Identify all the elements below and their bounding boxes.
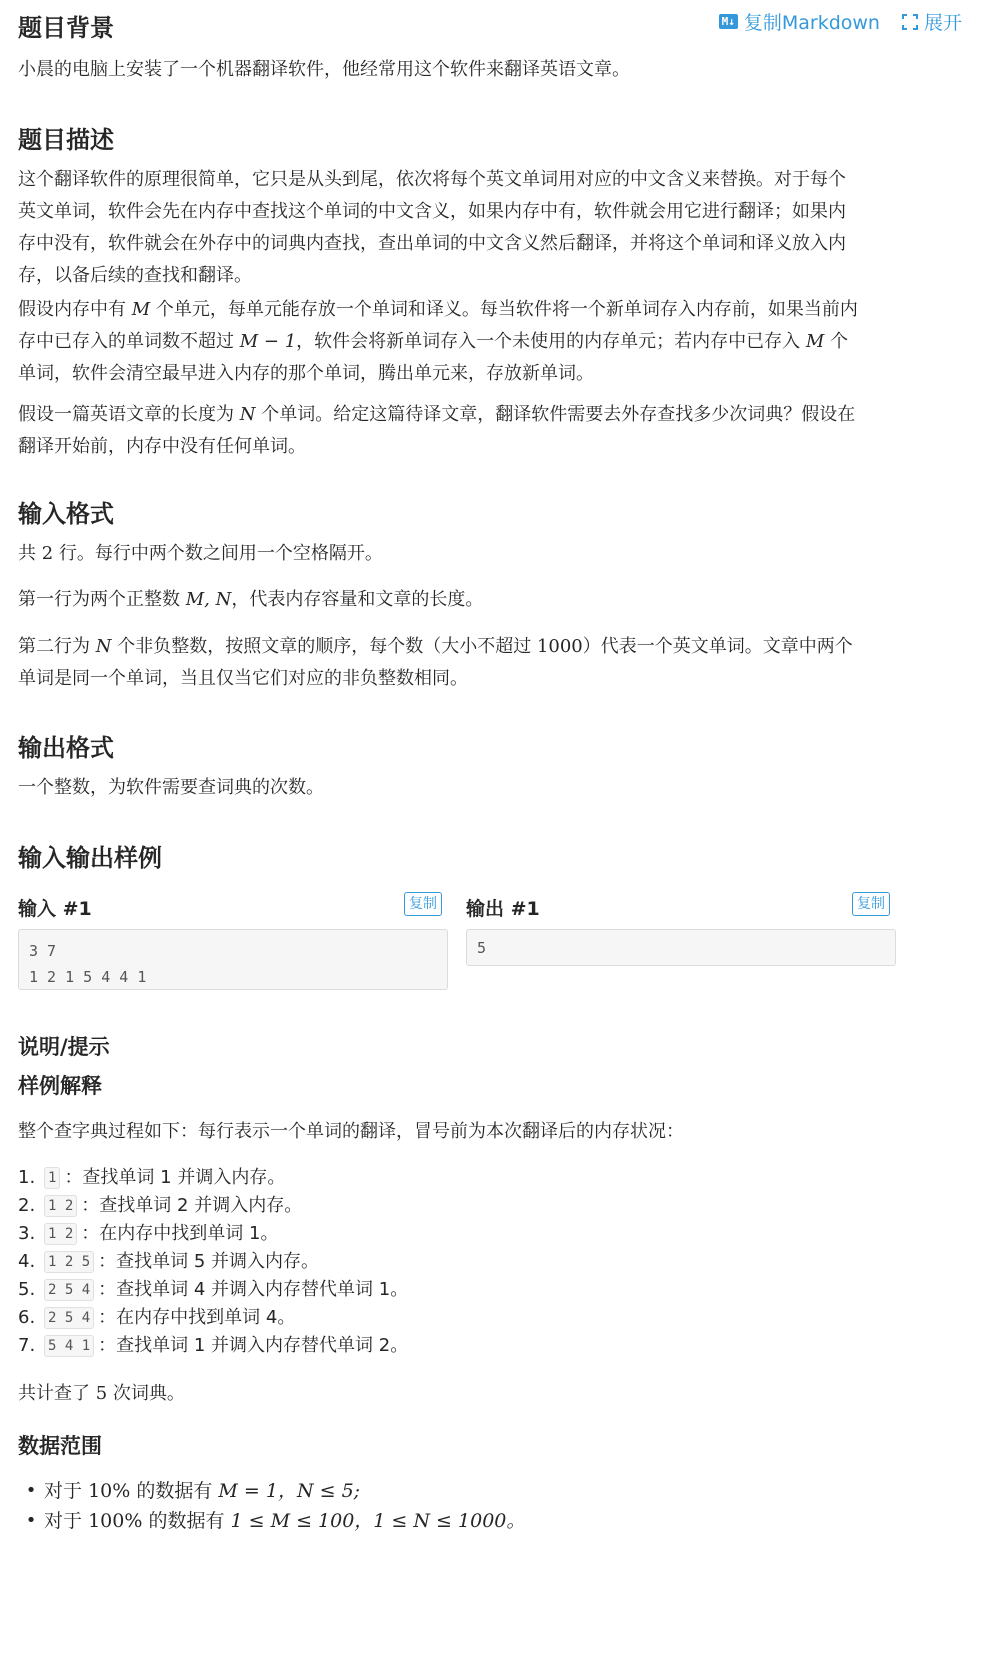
- output-format-title: 输出格式: [18, 734, 114, 762]
- background-text: 小晨的电脑上安装了一个机器翻译软件，他经常用这个软件来翻译英语文章。: [18, 59, 630, 80]
- list-item: • 对于 100% 的数据有 1 ≤ M ≤ 100，1 ≤ N ≤ 1000。: [18, 1506, 525, 1536]
- explain-intro: 整个查字典过程如下：每行表示一个单词的翻译，冒号前为本次翻译后的内存状况：: [18, 1121, 684, 1142]
- toolbar: [719, 8, 962, 35]
- background-title: 题目背景: [18, 14, 114, 42]
- summary-text: 共计查了 5 次词典。: [18, 1383, 185, 1404]
- description-title: 题目描述: [18, 126, 114, 154]
- description-paragraph-3: 假设一篇英语文章的长度为 N 个单词。给定这篇待译文章，翻译软件需要去外存查找多少次词典？假设在 翻译开始前，内存中没有任何单词。: [18, 404, 856, 457]
- markdown-icon: M↓: [719, 14, 738, 29]
- memory-chip: 1 2: [44, 1195, 77, 1217]
- input-format-line-3: 第二行为 N 个非负整数，按照文章的顺序，每个数（大小不超过 1000）代表一个英文单词。文章中两个 单词是同一个单词，当且仅当它们对应的非负整数相同。: [18, 636, 853, 689]
- list-item: 7. 5 4 1 ：查找单词 1 并调入内存替代单词 2。: [18, 1335, 409, 1356]
- list-item: 5. 2 5 4 ：查找单词 4 并调入内存替代单词 1。: [18, 1279, 409, 1300]
- memory-chip: 1: [44, 1167, 60, 1189]
- memory-chip: 5 4 1: [44, 1335, 94, 1357]
- list-item: 4. 1 2 5 ：查找单词 5 并调入内存。: [18, 1251, 320, 1272]
- description-paragraph-2: 假设内存中有 M 个单元，每单元能存放一个单词和译义。每当软件将一个新单词存入内存前，如果当前内 存中已存入的单词数不超过 M − 1，软件会将新单词存入一个未使用的内存单元；若内存中已存入 M 个 单词，软件会清空最早进入内存的那个单词，腾出单元来，存放新单词。: [18, 299, 858, 384]
- copy-input-1-button[interactable]: 复制: [404, 892, 442, 916]
- copy-markdown-label: 复制Markdown: [743, 12, 880, 34]
- sample-explain-title: 样例解释: [18, 1074, 102, 1098]
- list-item: 2. 1 2 ：查找单词 2 并调入内存。: [18, 1195, 303, 1216]
- steps-list: [18, 1164, 408, 1360]
- expand-button[interactable]: [902, 8, 962, 35]
- list-item: • 对于 10% 的数据有 M = 1，N ≤ 5;: [18, 1476, 525, 1506]
- expand-label: 展开: [923, 12, 962, 34]
- memory-chip: 2 5 4: [44, 1279, 94, 1301]
- output-1-code: 5: [466, 929, 896, 966]
- input-format-title: 输入格式: [18, 500, 114, 528]
- copy-output-1-button[interactable]: 复制: [852, 892, 890, 916]
- input-format-line-1: 共 2 行。每行中两个数之间用一个空格隔开。: [18, 543, 383, 564]
- copy-markdown-button[interactable]: [719, 8, 880, 35]
- input-1-code: 3 7 1 2 1 5 4 4 1: [18, 929, 448, 990]
- input-format-line-2: 第一行为两个正整数 M, N，代表内存容量和文章的长度。: [18, 589, 484, 610]
- hint-title: 说明/提示: [18, 1035, 110, 1059]
- list-item: 3. 1 2 ：在内存中找到单词 1。: [18, 1223, 279, 1244]
- data-range-title: 数据范围: [18, 1434, 102, 1458]
- data-range-list: [18, 1476, 525, 1536]
- memory-chip: 2 5 4: [44, 1307, 94, 1329]
- samples-title: 输入输出样例: [18, 844, 162, 872]
- output-1-label: 输出 #1: [466, 898, 540, 920]
- description-paragraph-1: 这个翻译软件的原理很简单，它只是从头到尾，依次将每个英文单词用对应的中文含义来替换。对于每个 英文单词，软件会先在内存中查找这个单词的中文含义，如果内存中有，软件就会用它进行翻译；如果内 存中没有，软件就会在外存中的词典内查找，查出单词的中文含义然后翻译，并将这个单词和译义放入内 存，以备后续的查找和翻译。: [18, 169, 846, 286]
- memory-chip: 1 2: [44, 1223, 77, 1245]
- output-format-text: 一个整数，为软件需要查词典的次数。: [18, 777, 324, 798]
- memory-chip: 1 2 5: [44, 1251, 94, 1273]
- list-item: 1. 1 ：查找单词 1 并调入内存。: [18, 1167, 286, 1188]
- expand-icon: [902, 14, 918, 30]
- list-item: 6. 2 5 4 ：在内存中找到单词 4。: [18, 1307, 296, 1328]
- input-1-label: 输入 #1: [18, 898, 92, 920]
